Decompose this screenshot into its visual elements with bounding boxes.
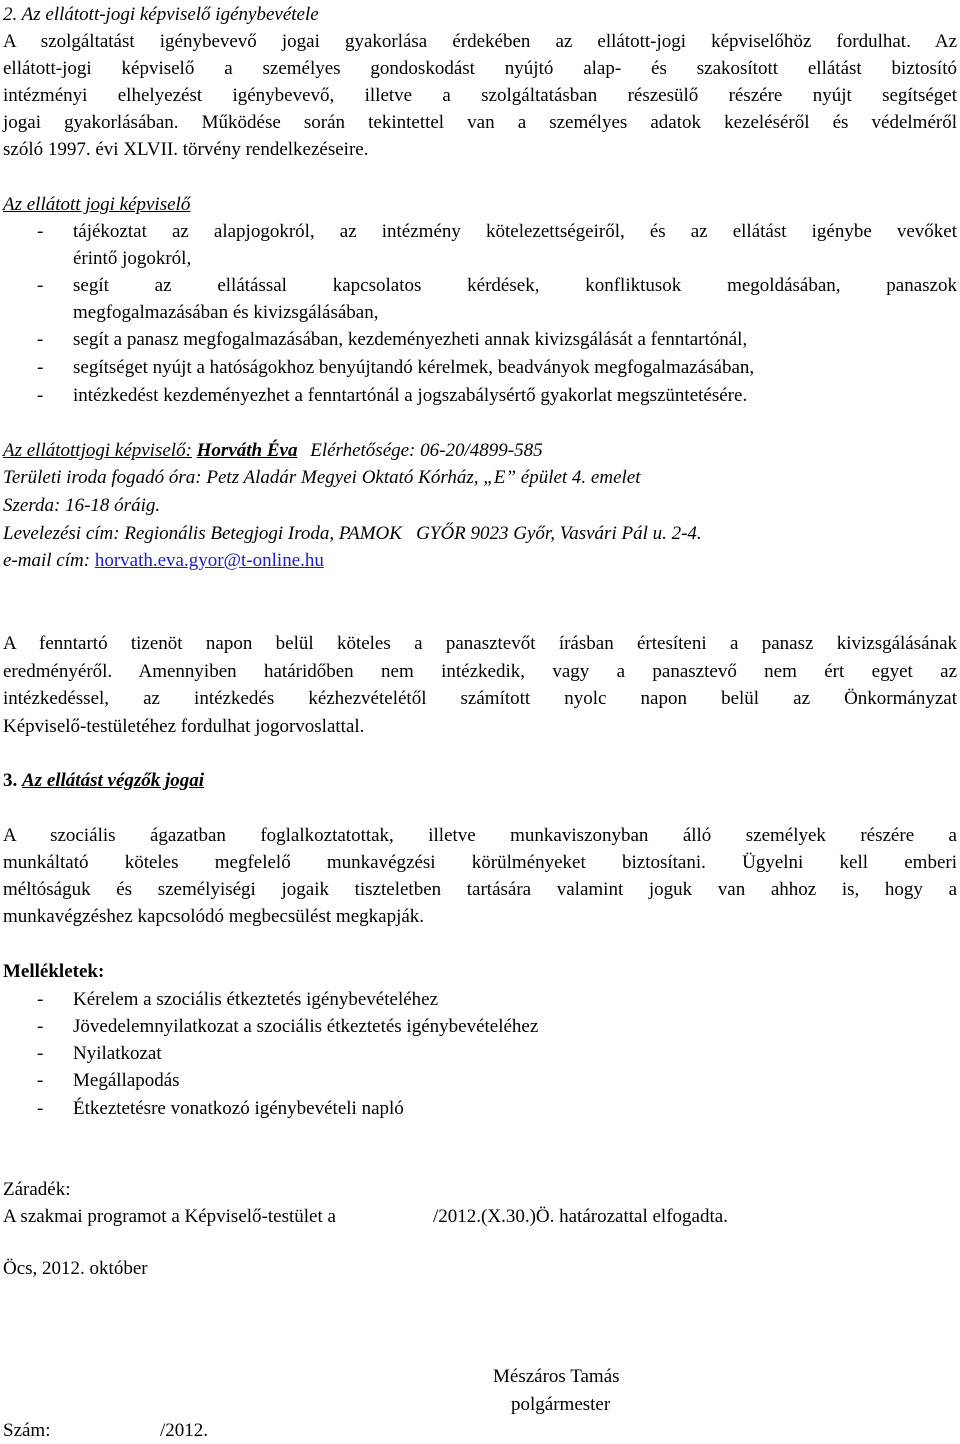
duty-line: intézkedést kezdeményezhet a fenntartónál a jogszabálysértő gyakorlat megszüntetésére. <box>73 385 748 406</box>
list-dash: - <box>37 385 44 406</box>
representative-name: Horváth Éva <box>196 440 298 461</box>
section-3-para-line: munkáltató köteles megfelelő munkavégzési körülményeket biztosítani. Ügyelni kell emberi <box>3 852 957 873</box>
signatory-title: polgármester <box>511 1394 611 1415</box>
list-dash: - <box>37 275 44 296</box>
section-2-para-line: A szolgáltatást igénybevevő jogai gyakorlása érdekében az ellátott-jogi képviselőhöz fordulhat. Az <box>3 31 957 52</box>
email-link[interactable]: horvath.eva.gyor@t-online.hu <box>94 550 324 571</box>
list-dash: - <box>37 1043 44 1064</box>
mailing-address: Levelezési cím: Regionális Betegjogi Iroda, PAMOK GYŐR 9023 Győr, Vasvári Pál u. 2-4. <box>3 523 702 544</box>
section-2-para-line: ellátott-jogi képviselő a személyes gondoskodást nyújtó alap- és szakosított ellátást biztosító <box>3 58 957 79</box>
list-dash: - <box>37 989 44 1010</box>
attachment-item: Megállapodás <box>73 1070 180 1091</box>
clause-resolution: /2012.(X.30.)Ö. határozattal elfogadta. <box>433 1206 728 1227</box>
list-dash: - <box>37 1098 44 1119</box>
office-hours: Szerda: 16-18 óráig. <box>3 495 161 516</box>
attachment-item: Nyilatkozat <box>73 1043 162 1064</box>
contact-phone: Elérhetősége: 06-20/4899-585 <box>310 440 543 461</box>
section-3-para-line: A szociális ágazatban foglalkoztatottak, illetve munkaviszonyban álló személyek részére a <box>3 825 957 846</box>
list-dash: - <box>37 329 44 350</box>
complaint-para-line: intézkedéssel, az intézkedés kézhezvételétől számított nyolc napon belül az Önkormányzat <box>3 688 957 709</box>
contact-label: Az ellátottjogi képviselő: <box>3 440 192 461</box>
place-date: Öcs, 2012. október <box>3 1258 148 1279</box>
contact-line <box>3 437 543 464</box>
duty-line: tájékoztat az alapjogokról, az intézmény kötelezettségeiről, és az ellátást igénybe vevőket <box>73 221 957 242</box>
clause-label: Záradék: <box>3 1179 71 1200</box>
duty-line: segít a panasz megfogalmazásában, kezdeményezheti annak kivizsgálását a fenntartónál, <box>73 329 748 350</box>
duty-line: segítséget nyújt a hatóságokhoz benyújtandó kérelmek, beadványok megfogalmazásában, <box>73 357 755 378</box>
section-2-para-line: jogai gyakorlásában. Működése során tekintettel van a személyes adatok kezeléséről és védelméről <box>3 112 957 133</box>
attachments-heading: Mellékletek: <box>3 961 105 982</box>
list-dash: - <box>37 1070 44 1091</box>
number-label: Szám: <box>3 1420 51 1441</box>
complaint-para-line: A fenntartó tizenöt napon belül köteles a panasztevőt írásban értesíteni a panasz kivizsgálásának <box>3 633 957 654</box>
complaint-para-line: Képviselő-testületéhez fordulhat jogorvoslattal. <box>3 716 365 737</box>
representative-heading: Az ellátott jogi képviselő <box>3 194 191 215</box>
number-value: /2012. <box>160 1420 209 1441</box>
clause-text: A szakmai programot a Képviselő-testület a <box>3 1206 336 1227</box>
section-3-para-line: munkavégzéshez kapcsolódó megbecsülést megkapják. <box>3 906 425 927</box>
list-dash: - <box>37 1016 44 1037</box>
email-line <box>3 547 324 574</box>
section-3-para-line: méltóságuk és személyiségi jogaik tiszteletben tartására valamint joguk van ahhoz is, hogy a <box>3 879 957 900</box>
list-dash: - <box>37 357 44 378</box>
duty-line: érintő jogokról, <box>73 248 192 269</box>
section-3-title: 3. Az ellátást végzők jogai <box>3 770 205 791</box>
attachment-item: Jövedelemnyilatkozat a szociális étkeztetés igénybevételéhez <box>73 1016 539 1037</box>
section-2-title: 2. Az ellátott-jogi képviselő igénybevétele <box>3 4 319 25</box>
section-2-para-line: intézményi elhelyezést igénybevevő, illetve a szolgáltatásban részesülő részére nyújt segítséget <box>3 85 957 106</box>
complaint-para-line: eredményéről. Amennyiben határidőben nem intézkedik, vagy a panasztevő nem ért egyet az <box>3 661 957 682</box>
duty-line: megfogalmazásában és kivizsgálásában, <box>73 302 379 323</box>
list-dash: - <box>37 221 44 242</box>
attachment-item: Kérelem a szociális étkeztetés igénybevételéhez <box>73 989 439 1010</box>
attachment-item: Étkeztetésre vonatkozó igénybevételi napló <box>73 1098 404 1119</box>
signatory-name: Mészáros Tamás <box>493 1366 620 1387</box>
office-hours-location: Területi iroda fogadó óra: Petz Aladár Megyei Oktató Kórház, „E” épület 4. emelet <box>3 467 641 488</box>
section-2-para-line: szóló 1997. évi XLVII. törvény rendelkezéseire. <box>3 139 369 160</box>
duty-line: segít az ellátással kapcsolatos kérdések, konfliktusok megoldásában, panaszok <box>73 275 957 296</box>
email-label: e-mail cím: <box>3 550 91 571</box>
